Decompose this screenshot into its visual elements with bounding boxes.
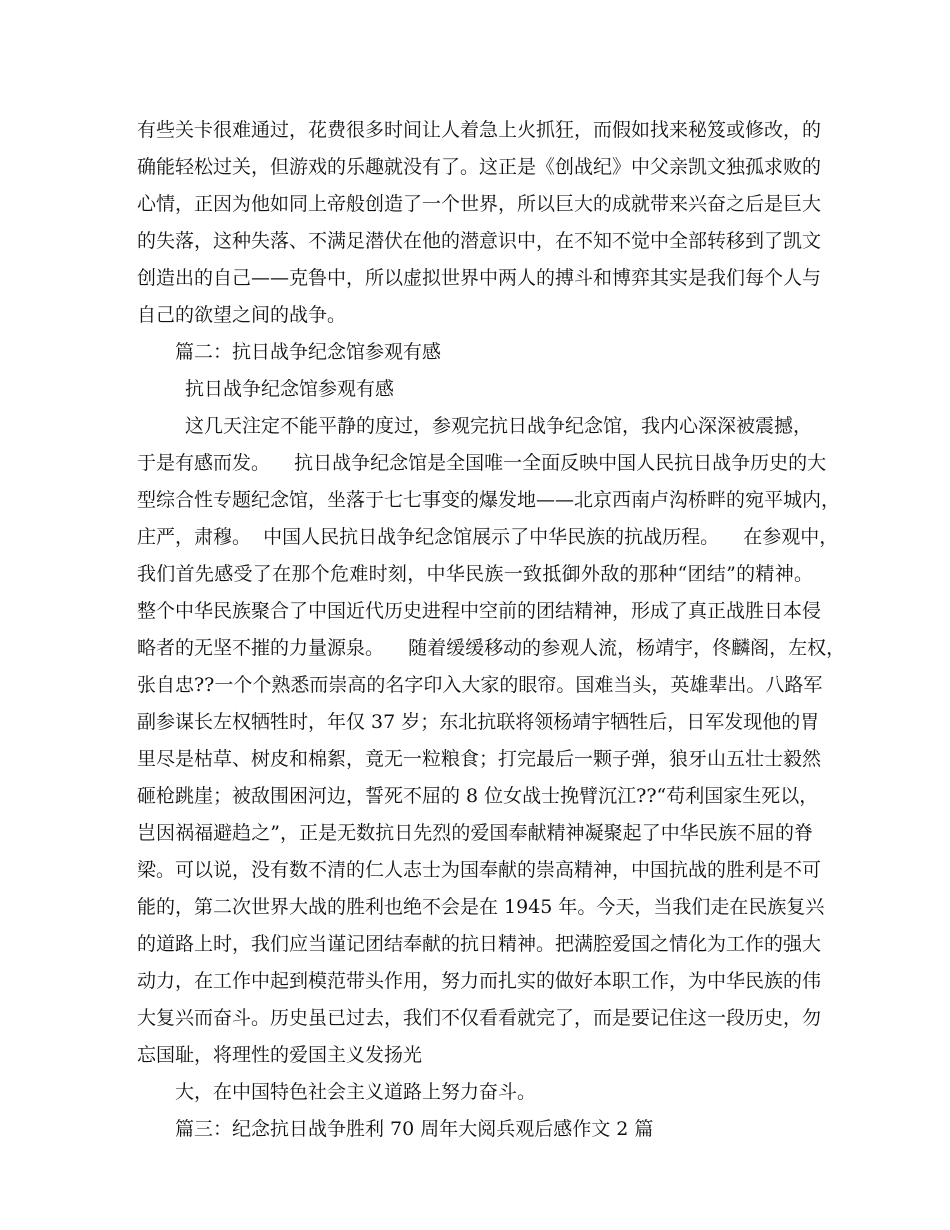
text-line-15: 略者的无坚不摧的力量源泉。 随着缓缓移动的参观人流，杨靖宇，佟麟阁，左权，	[137, 637, 846, 659]
text-line-24: 动力，在工作中起到模范带头作用，努力而扎实的做好本职工作，为中华民族的伟	[137, 970, 822, 992]
text-line-13: 我们首先感受了在那个危难时刻，中华民族一致抵御外敌的那种“团结”的精神。	[137, 563, 813, 585]
text-line-6: 自己的欲望之间的战争。	[137, 304, 347, 326]
article-title: 抗日战争纪念馆参观有感	[185, 378, 395, 400]
text-line-5: 创造出的自己——克鲁中，所以虚拟世界中两人的搏斗和博弈其实是我们每个人与	[137, 267, 822, 289]
text-line-16: 张自忠??一个个熟悉而崇高的名字印入大家的眼帘。国难当头，英雄辈出。八路军	[137, 674, 823, 696]
text-line-21: 梁。可以说，没有数不清的仁人志士为国奉献的崇高精神，中国抗战的胜利是不可	[137, 859, 822, 881]
text-line-26: 忘国耻，将理性的爱国主义发扬光	[137, 1044, 423, 1066]
text-line-17: 副参谋长左权牺牲时，年仅 37 岁；东北抗联将领杨靖宇牺牲后，日军发现他的胃	[137, 711, 820, 733]
text-line-27: 大，在中国特色社会主义道路上努力奋斗。	[175, 1081, 537, 1103]
section-heading-3: 篇三：纪念抗日战争胜利 70 周年大阅兵观后感作文 2 篇	[175, 1118, 654, 1140]
text-line-12: 庄严，肃穆。 中国人民抗日战争纪念馆展示了中华民族的抗战历程。 在参观中，	[137, 526, 839, 548]
text-line-25: 大复兴而奋斗。历史虽已过去，我们不仅看看就完了，而是要记住这一段历史，勿	[137, 1007, 822, 1029]
text-line-10: 于是有感而发。 抗日战争纪念馆是全国唯一全面反映中国人民抗日战争历史的大	[137, 452, 827, 474]
text-line-22: 能的，第二次世界大战的胜利也绝不会是在 1945 年。今天，当我们走在民族复兴	[137, 896, 825, 918]
section-heading-2: 篇二：抗日战争纪念馆参观有感	[175, 341, 442, 363]
text-line-4: 的失落，这种失落、不满足潜伏在他的潜意识中，在不知不觉中全部转移到了凯文	[137, 230, 822, 252]
text-line-11: 型综合性专题纪念馆，坐落于七七事变的爆发地——北京西南卢沟桥畔的宛平城内，	[137, 489, 841, 511]
text-line-18: 里尽是枯草、树皮和棉絮，竟无一粒粮食；打完最后一颗子弹，狼牙山五壮士毅然	[137, 748, 822, 770]
text-line-14: 整个中华民族聚合了中国近代历史进程中空前的团结精神，形成了真正战胜日本侵	[137, 600, 822, 622]
text-line-2: 确能轻松过关，但游戏的乐趣就没有了。这正是《创战纪》中父亲凯文独孤求败的	[137, 156, 822, 178]
text-line-20: 岂因祸福避趋之”，正是无数抗日先烈的爱国奉献精神凝聚起了中华民族不屈的脊	[137, 822, 813, 844]
text-line-19: 砸枪跳崖；被敌围困河边，誓死不屈的 8 位女战士挽臂沉江??“苟利国家生死以，	[137, 785, 819, 807]
text-line-23: 的道路上时，我们应当谨记团结奉献的抗日精神。把满腔爱国之情化为工作的强大	[137, 933, 822, 955]
text-line-9: 这几天注定不能平静的度过，参观完抗日战争纪念馆，我内心深深被震撼，	[185, 415, 813, 437]
text-line-3: 心情，正因为他如同上帝般创造了一个世界，所以巨大的成就带来兴奋之后是巨大	[137, 193, 822, 215]
text-line-1: 有些关卡很难通过，花费很多时间让人着急上火抓狂，而假如找来秘笈或修改，的	[137, 119, 822, 141]
